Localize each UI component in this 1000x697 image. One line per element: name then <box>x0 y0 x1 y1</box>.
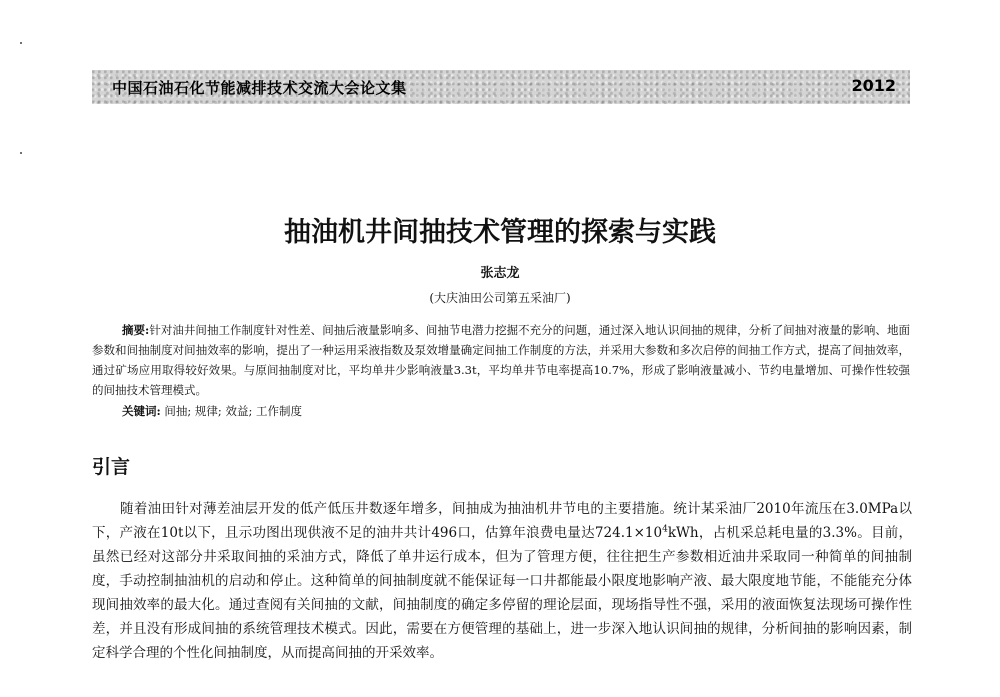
running-header <box>92 70 910 104</box>
abstract-text: 针对油井间抽工作制度针对性差、间抽后液量影响多、间抽节电潜力挖掘不充分的问题，通过深入地认识间抽的规律，分析了间抽对液量的影响、地面参数和间抽制度对间抽效率的影响，提出了一种运用采液指数及泵效增量确定间抽工作制度的方法，并采用大参数和多次启停的间抽工作方式，提高了间抽效率，通过矿场应用取得较好效果。与原间抽制度对比，平均单井少影响液量3.3t，平均单井节电率提高10.7%，形成了影响液量减小、节约电量增加、可操作性较强的间抽技术管理模式。 <box>92 323 910 397</box>
intro-paragraph <box>92 497 912 665</box>
intro-text-part2: kWh，占机采总耗电量的3.3%。目前，虽然已经对这部分井采取间抽的采油方式，降低了单井运行成本，但为了管理方便，往往把生产参数相近油井采取同一种简单的间抽制度，手动控制抽油机的启动和停止。这种简单的间抽制度就不能保证每一口井都能最小限度地影响产液、最大限度地节能，不能能充分体现间抽效率的最大化。通过查阅有关间抽的文献，间抽制度的确定多停留的理论层面，现场指导性不强，采用的液面恢复法现场可操作性差，并且没有形成间抽的系统管理技术模式。因此，需要在方便管理的基础上，进一步深入地认识间抽的规律，分析间抽的影响因素，制定科学合理的个性化间抽制度，从而提高间抽的开采效率。 <box>92 525 912 661</box>
keywords-text: 间抽; 规律; 效益; 工作制度 <box>164 404 302 418</box>
section-heading: 引言 <box>92 456 131 478</box>
abstract <box>92 320 910 400</box>
paper-title: 抽油机井间抽技术管理的探索与实践 <box>284 217 716 248</box>
scan-speck <box>20 42 22 44</box>
keywords-label: 关键词: <box>122 404 161 418</box>
abstract-label: 摘要: <box>122 323 150 337</box>
intro-superscript: 4 <box>662 524 668 535</box>
intro-text-part1: 随着油田针对薄差油层开发的低产低压井数逐年增多，间抽成为抽油机井节电的主要措施。统计某采油厂2010年流压在3.0MPa以下，产液在10t以下，且示功图出现供液不足的油井共计496口，估算年浪费电量达724.1×10 <box>92 501 912 541</box>
author-name: 张志龙 <box>480 266 520 281</box>
proceedings-year: 2012 <box>851 76 896 95</box>
scan-speck <box>20 152 22 154</box>
author-affiliation: (大庆油田公司第五采油厂) <box>429 291 571 305</box>
proceedings-title: 中国石油石化节能减排技术交流大会论文集 <box>112 79 407 97</box>
keywords <box>122 403 302 419</box>
